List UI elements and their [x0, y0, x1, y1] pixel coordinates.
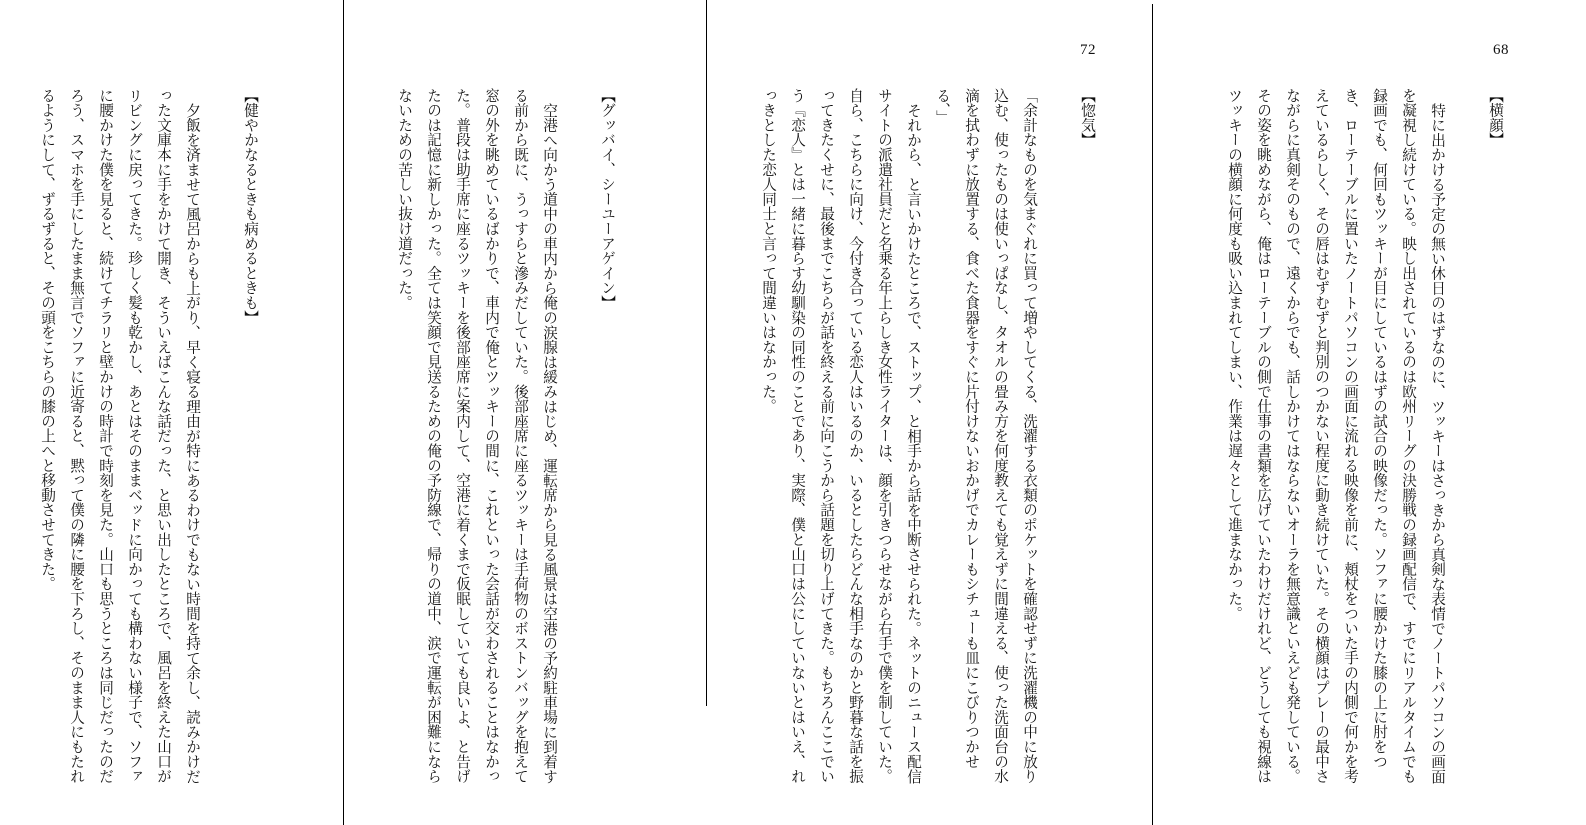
page-sickness-health [0, 0, 343, 825]
section-heading: 【グッバイ、シーユーアゲイン】 [599, 88, 616, 310]
paragraph: 「余計なものを気まぐれに買って増やしてくる、洗濯する衣類のポケットを確認せずに洗濯機の中に放り込む、使ったものは使いっぱなし、タオルの畳み方を何度教えても覚えずに間違える、使った洗面台の水滴を拭わずに放置する、食べた食器をすぐに片付けないおかげでカレーもシチューも皿にこびりつかせる、」 [934, 88, 1038, 784]
page-72 [706, 0, 1152, 825]
page-number: 72 [1080, 42, 1096, 58]
section-heading: 【横顔】 [1487, 88, 1504, 148]
page-number: 68 [1493, 42, 1509, 58]
paragraph: 夕飯を済ませて風呂からも上がり、早く寝る理由が特にあるわけでもない時間を持て余し、読みかけだった文庫本に手をかけて開き、そういえばこんな話だった、と思い出したところで、風呂を終えた山口がリビングに戻ってきた。珍しく髪も乾かし、あとはそのままベッドに向かっても構わない様子で、ソファに腰かけた僕を見ると、続けてチラリと壁かけの時計で時刻を見た。山口も思うところは同じだったのだろう、スマホを手にしたまま無言でソファに近寄ると、黙って僕の隣に腰を下ろし、そのまま人にもたれるようにして、ずるずると、その頭をこちらの膝の上へと移動させてきた。 [39, 88, 201, 784]
paragraph: 特に出かける予定の無い休日のはずなのに、ツッキーはさっきから真剣な表情でノートパソコンの画面を凝視し続けている。映し出されているのは欧州リーグの決勝戦の録画配信で、すでにリアルタイムでも録画でも、何回もツッキーが目にしているはずの試合の映像だった。ソファに腰かけた膝の上に肘をつき、ローテーブルに置いたノートパソコンの画面に流れる映像を前に、頬杖をついた手の内側で何かを考えているらしく、その唇はむずむずと判別のつかない程度に動き続けていた。その横顔はプレーの最中さながらに真剣そのもので、遠くからでも、話しかけてはならないオーラを無意識といえども発している。その姿を眺めながら、俺はローテーブルの側で仕事の書類を広げていたわけだけれど、どうしても視線はツッキーの横顔に何度も吸い込まれてしまい、作業は遅々として進まなかった。 [1226, 88, 1446, 784]
page-body [5, 88, 265, 788]
page-68 [1152, 0, 1586, 825]
section-heading: 【惚気】 [1079, 88, 1096, 148]
section-heading: 【健やかなるときも病めるときも】 [242, 88, 259, 325]
page-body [1190, 88, 1510, 788]
paragraph: それから、と言いかけたところで、ストップ、と相手から話を中断させられた。ネットのニュース配信サイトの派遣社員だと名乗る年上らしき女性ライターは、顔を引きつらせながら右手で僕を制していた。自ら、こちらに向け、今付き合っている恋人はいるのか、いるとしたらどんな相手なのかと野暮な話を振ってきたくせに、最後までこちらが話を終える前に向こうから話題を切り上げてきた。もちろんここでいう『恋人』とは一緒に暮らす幼馴染の同性のことであり、実際、僕と山口は公にしていないとはいえ、れっきとした恋人同士と言って間違いはなかった。 [760, 88, 922, 784]
page-body [722, 88, 1102, 788]
paragraph: 空港へ向かう道中の車内から俺の涙腺は緩みはじめ、運転席から見る風景は空港の予約駐車場に到着する前から既に、うっすらと滲みだしていた。後部座席に座るツッキーは手荷物のボストンバッグを抱えて窓の外を眺めているばかりで、車内で俺とツッキーの間に、これといった会話が交わされることはなかった。普段は助手席に座るツッキーを後部座席に案内して、空港に着くまで仮眠していても良いよ、と告げたのは記憶に新しかった。全ては笑顔で見送るための俺の予防線で、帰りの道中、涙で運転が困難にならないための苦しい抜け道だった。 [396, 88, 558, 784]
page-body [362, 88, 622, 788]
page-goodbye [343, 0, 706, 825]
